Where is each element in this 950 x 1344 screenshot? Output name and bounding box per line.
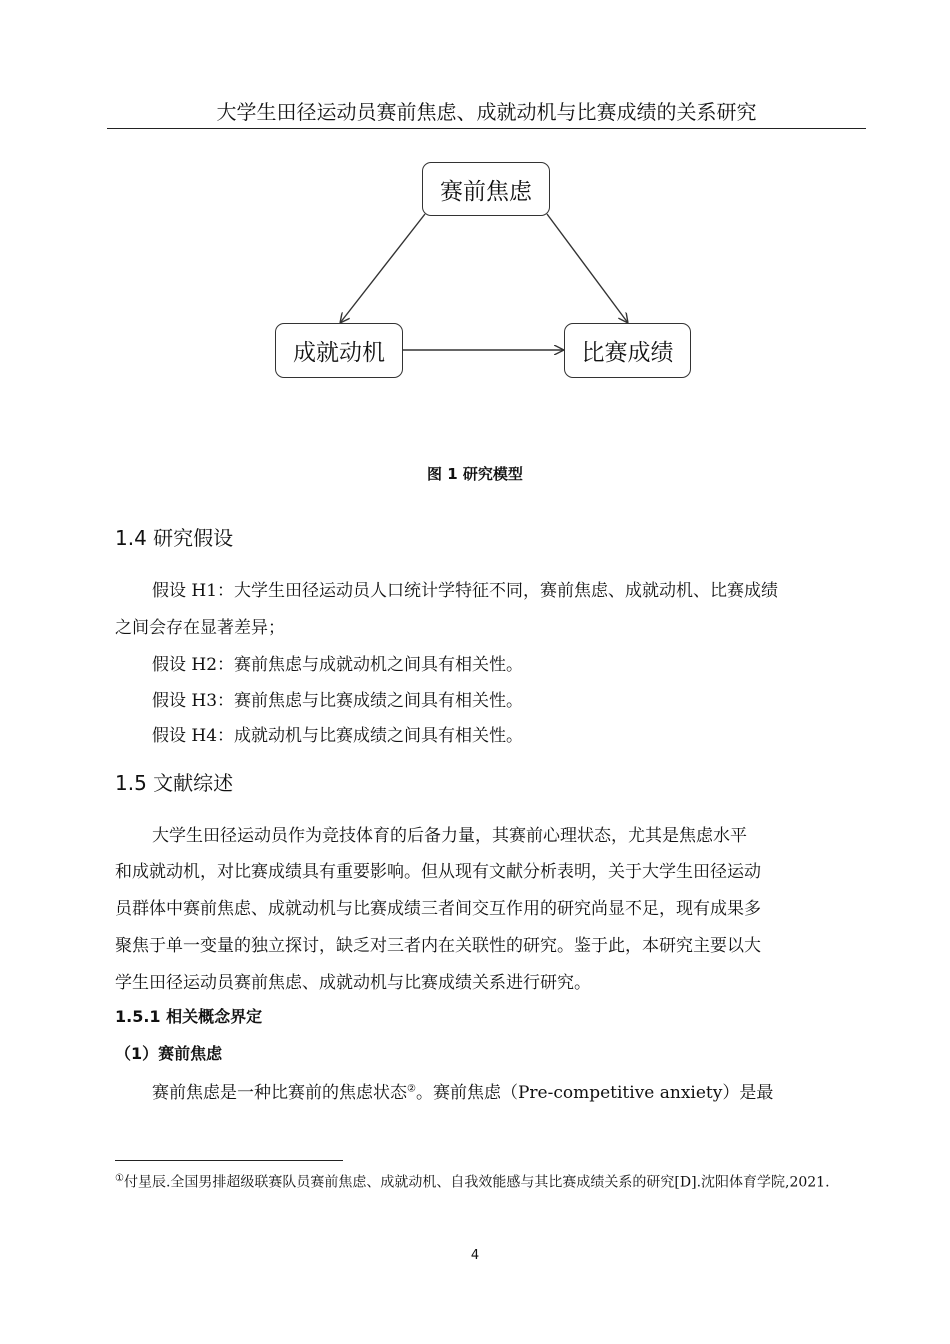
hypothesis-h1-line1: 假设 H1：大学生田径运动员人口统计学特征不同，赛前焦虑、成就动机、比赛成绩 bbox=[152, 581, 779, 601]
node-label: 成就动机 bbox=[293, 340, 385, 366]
review-line-3: 员群体中赛前焦虑、成就动机与比赛成绩三者间交互作用的研究尚显不足，现有成果多 bbox=[115, 899, 761, 919]
hypothesis-h1-line2: 之间会存在显著差异； bbox=[115, 618, 285, 638]
figure-caption: 图 1 研究模型 bbox=[427, 465, 523, 483]
footnote-text: 付星辰.全国男排超级联赛队员赛前焦虑、成就动机、自我效能感与其比赛成绩关系的研究[D].沈阳体育学院,2021. bbox=[123, 1174, 830, 1191]
section-heading-1-5: 1.5 文献综述 bbox=[115, 771, 234, 795]
concept-paragraph bbox=[152, 1078, 773, 1103]
review-line-5: 学生田径运动员赛前焦虑、成就动机与比赛成绩关系进行研究。 bbox=[115, 973, 591, 993]
node-label: 比赛成绩 bbox=[581, 340, 674, 366]
hypothesis-h3: 假设 H3：赛前焦虑与比赛成绩之间具有相关性。 bbox=[152, 691, 524, 711]
review-line-1: 大学生田径运动员作为竞技体育的后备力量，其赛前心理状态，尤其是焦虑水平 bbox=[152, 826, 747, 846]
arrow-anxiety-to-motivation bbox=[340, 214, 425, 323]
footnote-mark: ① bbox=[115, 1173, 124, 1184]
footnote-reference[interactable]: ② bbox=[407, 1083, 416, 1095]
running-header-title: 大学生田径运动员赛前焦虑、成就动机与比赛成绩的关系研究 bbox=[216, 100, 757, 124]
concept-text-after: 。赛前焦虑（Pre-competitive anxiety）是最 bbox=[415, 1083, 774, 1103]
concept-heading-anxiety: （1）赛前焦虑 bbox=[115, 1044, 223, 1063]
footnote-divider bbox=[115, 1160, 343, 1161]
hypothesis-h4: 假设 H4：成就动机与比赛成绩之间具有相关性。 bbox=[152, 726, 524, 746]
node-competition-performance bbox=[564, 323, 691, 378]
review-line-2: 和成就动机，对比赛成绩具有重要影响。但从现有文献分析表明，关于大学生田径运动 bbox=[115, 862, 761, 882]
review-line-4: 聚焦于单一变量的独立探讨，缺乏对三者内在关联性的研究。鉴于此，本研究主要以大 bbox=[115, 936, 761, 956]
arrow-anxiety-to-performance bbox=[547, 214, 628, 323]
node-achievement-motivation bbox=[275, 323, 403, 378]
concept-text-before: 赛前焦虑是一种比赛前的焦虑状态 bbox=[152, 1083, 407, 1103]
node-label: 赛前焦虑 bbox=[440, 178, 532, 205]
footnote bbox=[115, 1168, 861, 1194]
subsection-heading-1-5-1: 1.5.1 相关概念界定 bbox=[115, 1007, 263, 1026]
page-number: 4 bbox=[470, 1248, 480, 1263]
hypothesis-h2: 假设 H2：赛前焦虑与成就动机之间具有相关性。 bbox=[152, 655, 524, 675]
node-pre-competition-anxiety bbox=[422, 162, 550, 216]
section-heading-1-4: 1.4 研究假设 bbox=[115, 526, 234, 550]
